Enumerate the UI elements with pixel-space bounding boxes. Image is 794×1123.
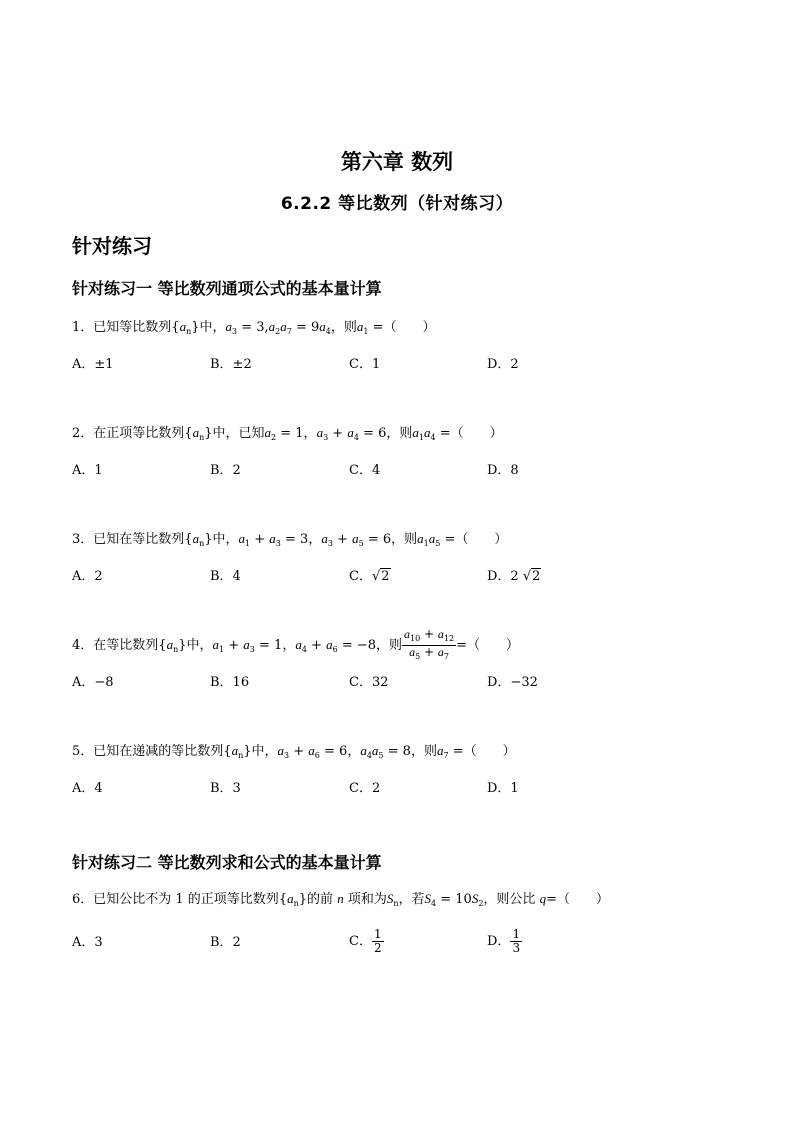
q1-option-a[interactable]: A．±1 xyxy=(72,357,114,372)
q1-option-d[interactable]: D．2 xyxy=(487,357,519,372)
q4-option-d[interactable]: D．−32 xyxy=(487,675,538,690)
question-6: 6．已知公比不为 1 的正项等比数列$\{a_n\}$的前 n 项和为$S_n$，若$S_4 = 10S_2$，则公比 q=（ ） xyxy=(72,891,609,908)
question-5: 5．已知在递减的等比数列$\{a_n\}$中，$a_3 + a_6 = 6$，$a_4a_5 = 8$，则$a_7$ =（ ） xyxy=(72,743,516,760)
q4-fraction: $\frac{a_{10} + a_{12}}{a_5 + a_7}$ xyxy=(404,627,455,661)
q2-option-a[interactable]: A．1 xyxy=(72,463,103,478)
question-3: 3．已知在等比数列$\{a_n\}$中，$a_1 + a_3 = 3$，$a_3 + a_5 = 6$，则$a_1a_5$ =（ ） xyxy=(72,531,508,548)
q5-option-a[interactable]: A．4 xyxy=(72,781,103,796)
q2-option-d[interactable]: D．8 xyxy=(487,463,519,478)
q6-option-c[interactable]: C． $\frac{1}{2}$ xyxy=(349,927,382,955)
chapter-title: 第六章 数列 xyxy=(340,150,454,174)
q6-option-d[interactable]: D． $\frac{1}{3}$ xyxy=(487,927,521,955)
page-subtitle: 6.2.2 等比数列（针对练习） xyxy=(280,194,514,214)
part1-heading: 针对练习一 等比数列通项公式的基本量计算 xyxy=(72,279,382,298)
q6-option-b[interactable]: B．2 xyxy=(210,935,241,950)
q1-option-b[interactable]: B．±2 xyxy=(210,357,252,372)
q5-option-b[interactable]: B．3 xyxy=(210,781,241,796)
question-4: 4．在等比数列$\{a_n\}$中，$a_1 + a_3 = 1$，$a_4 + a_6 = -8$，则 $\frac{a_{10} + a_{12}}{a_5 + a_7}$ =（ ） xyxy=(72,627,520,661)
q4-option-b[interactable]: B．16 xyxy=(210,675,250,690)
q3-option-b[interactable]: B．4 xyxy=(210,569,241,584)
q2-option-b[interactable]: B．2 xyxy=(210,463,241,478)
q3-option-a[interactable]: A．2 xyxy=(72,569,103,584)
q4-option-a[interactable]: A．−8 xyxy=(72,675,114,690)
section-heading: 针对练习 xyxy=(72,234,152,258)
q5-option-d[interactable]: D．1 xyxy=(487,781,519,796)
q3-option-d[interactable]: D．2 √2 xyxy=(487,569,541,584)
q4-option-c[interactable]: C．32 xyxy=(349,675,389,690)
q3-option-c[interactable]: C．√2 xyxy=(349,569,390,584)
q1-option-c[interactable]: C．1 xyxy=(349,357,381,372)
question-2: 2．在正项等比数列$\{a_n\}$中，已知$a_2 = 1$，$a_3 + a_4 = 6$，则$a_1a_4$ =（ ） xyxy=(72,425,503,442)
q5-option-c[interactable]: C．2 xyxy=(349,781,381,796)
question-1: 1．已知等比数列$\{a_n\}$中，$a_3 = 3,a_2a_7 = 9a_4$，则$a_1$ =（ ） xyxy=(72,319,436,336)
q6-option-a[interactable]: A．3 xyxy=(72,935,103,950)
q2-option-c[interactable]: C．4 xyxy=(349,463,381,478)
part2-heading: 针对练习二 等比数列求和公式的基本量计算 xyxy=(72,853,382,872)
